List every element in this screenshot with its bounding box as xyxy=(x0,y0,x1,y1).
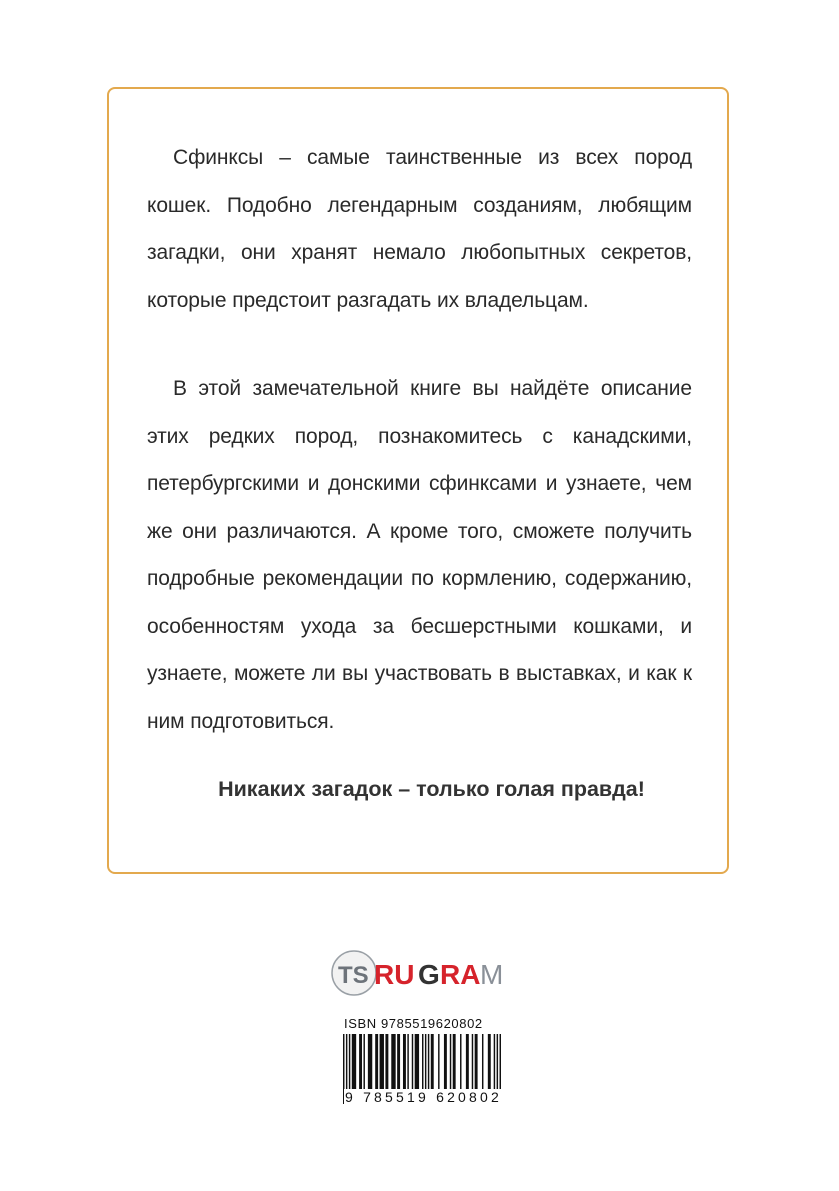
slogan-text: Никаких загадок – только голая правда! xyxy=(218,777,645,801)
barcode-digits: 9 785519 620802 xyxy=(345,1089,502,1105)
slogan xyxy=(0,773,839,805)
description-paragraph-1 xyxy=(147,134,692,324)
logo-text-m: M xyxy=(480,959,504,990)
description-paragraph-2 xyxy=(147,365,692,745)
logo-text-g: G xyxy=(418,959,440,990)
paragraph-2-text: В этой замечательной книге вы найдёте описание этих редких пород, познакомитесь с канадскими, петербургскими и донскими сфинксами и узнаете, чем же они различаются. А кроме того, сможете получить подробные рекомендации по кормлению, содержанию, особенностям ухода за бесшерстными кошками, и узнаете, можете ли вы участвовать в выставках, и как к ним подготовиться. xyxy=(147,377,692,733)
logo-text-ru: RU xyxy=(374,959,415,990)
isbn-label: ISBN 9785519620802 xyxy=(344,1016,483,1031)
logo-text-ra: RA xyxy=(440,959,481,990)
publisher-logo xyxy=(330,947,510,999)
logo-text-ts: TS xyxy=(338,962,369,989)
paragraph-1-text: Сфинксы – самые таинственные из всех пород кошек. Подобно легендарным созданиям, любящим загадки, они хранят немало любопытных секретов, которые предстоит разгадать их владельцам. xyxy=(147,146,692,312)
